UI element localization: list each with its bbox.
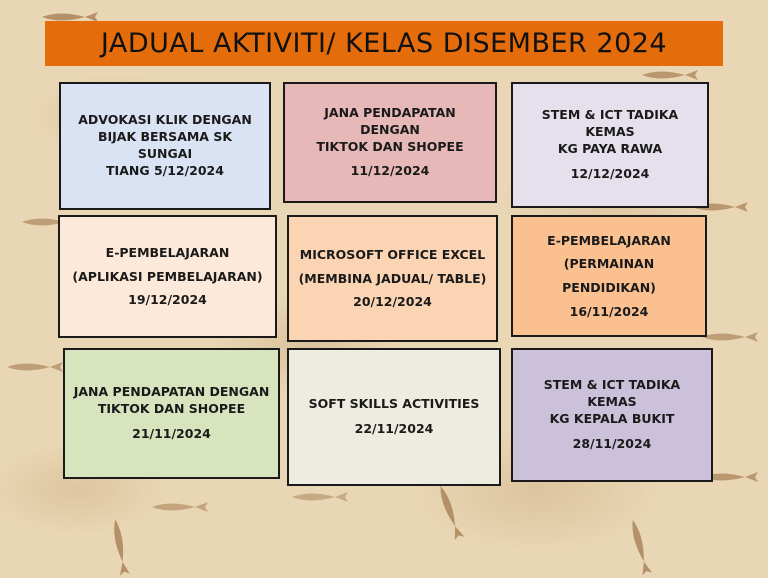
activity-card-7 <box>63 348 280 479</box>
card-line: KG KEPALA BUKIT <box>549 411 675 426</box>
fossil-fish-icon <box>700 330 760 344</box>
fossil-fish-icon <box>5 360 65 374</box>
card-line: (MEMBINA JADUAL/ TABLE) <box>298 270 487 286</box>
card-line: (PERMAINAN PENDIDIKAN) <box>562 256 656 295</box>
card-line: KG PAYA RAWA <box>557 141 663 156</box>
card-date: 11/12/2024 <box>350 163 430 179</box>
card-line: E-PEMBELAJARAN <box>547 232 671 248</box>
activity-card-9 <box>511 348 713 482</box>
card-date: 12/12/2024 <box>570 165 650 181</box>
activity-card-2 <box>283 82 497 203</box>
card-line: STEM & ICT TADIKA KEMAS <box>543 377 681 410</box>
card-line: ADVOKASI KLIK DENGAN <box>78 112 252 128</box>
title-banner <box>45 21 723 66</box>
activity-card-6 <box>511 215 707 337</box>
activity-card-8 <box>287 348 501 486</box>
card-line: JANA PENDAPATAN DENGAN <box>324 104 456 137</box>
fossil-fish-icon <box>290 490 350 504</box>
card-line: STEM & ICT TADIKA KEMAS <box>541 107 679 140</box>
card-date: 16/11/2024 <box>569 303 649 319</box>
card-line: E-PEMBELAJARAN <box>105 244 230 260</box>
card-line: (APLIKASI PEMBELAJARAN) <box>72 268 263 284</box>
fossil-fish-icon <box>625 516 654 578</box>
fossil-fish-icon <box>640 68 700 82</box>
card-line: TIANG 5/12/2024 <box>106 162 224 178</box>
card-line: TIKTOK DAN SHOPEE <box>316 138 464 154</box>
card-line: MICROSOFT OFFICE EXCEL <box>299 246 486 262</box>
fossil-fish-icon <box>150 500 210 514</box>
card-line: JANA PENDAPATAN DENGAN <box>73 384 270 400</box>
activity-card-1 <box>59 82 271 210</box>
card-date: 20/12/2024 <box>353 294 432 310</box>
page-title: JADUAL AKTIVITI/ KELAS DISEMBER 2024 <box>100 28 668 59</box>
card-date: 28/11/2024 <box>572 435 652 451</box>
card-date: 19/12/2024 <box>128 292 207 308</box>
fossil-fish-icon <box>433 481 467 542</box>
card-line: TIKTOK DAN SHOPEE <box>97 401 246 417</box>
activity-card-3 <box>511 82 709 208</box>
fossil-fish-icon <box>108 516 132 578</box>
card-date: 22/11/2024 <box>354 421 434 436</box>
activity-card-4 <box>58 215 277 338</box>
card-date: 21/11/2024 <box>132 425 211 441</box>
card-line: BIJAK BERSAMA SK SUNGAI <box>97 129 233 161</box>
card-line: SOFT SKILLS ACTIVITIES <box>308 396 480 412</box>
activity-card-5 <box>287 215 498 342</box>
